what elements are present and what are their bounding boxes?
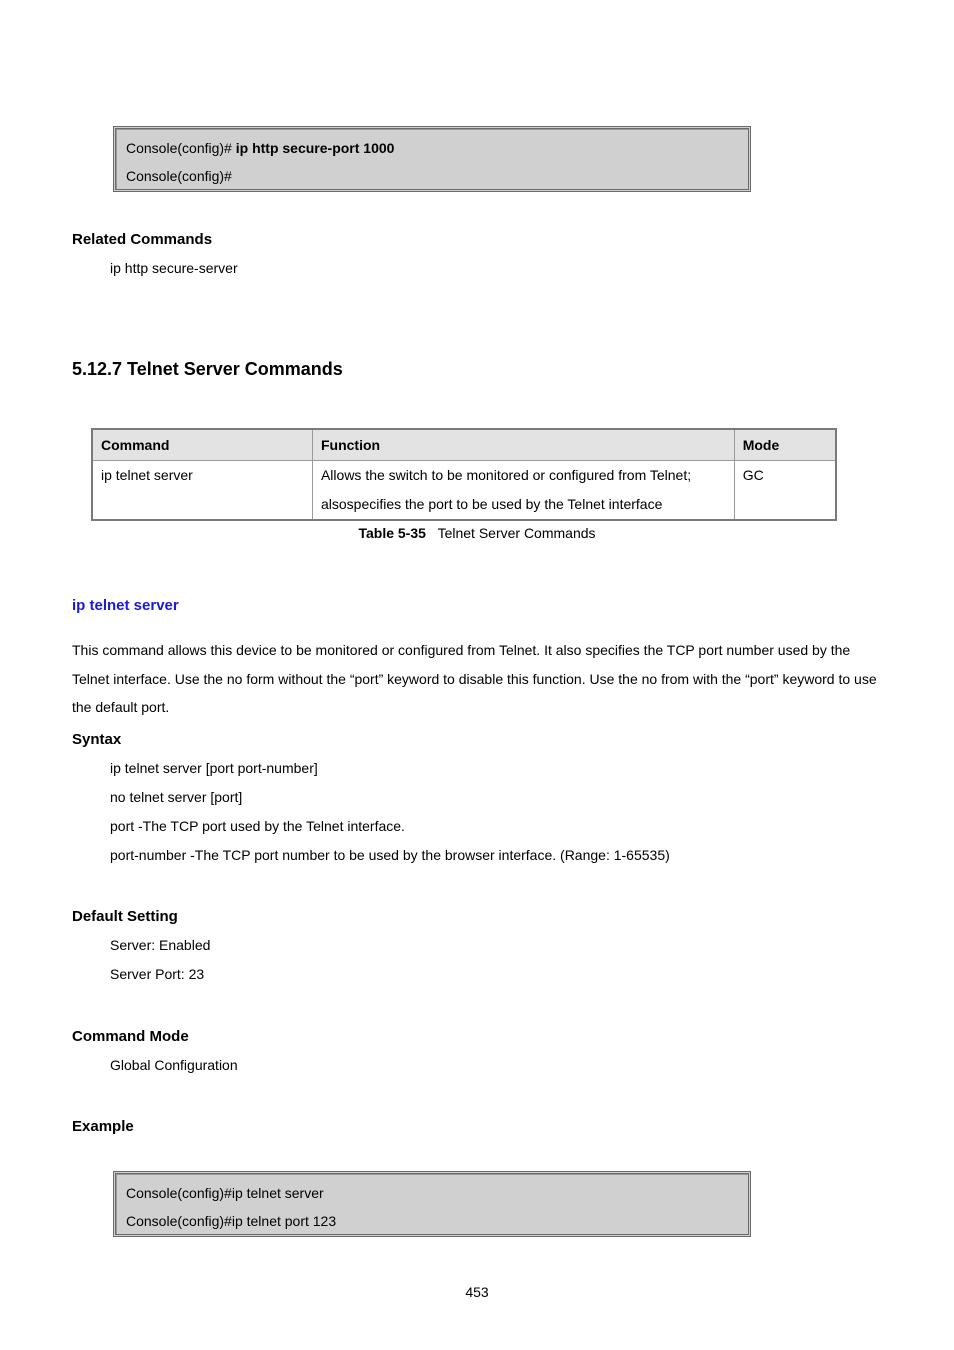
console-line: Console(config)#ip telnet server xyxy=(126,1185,324,1201)
command-heading-link[interactable]: ip telnet server xyxy=(72,597,179,614)
caption-label: Table 5-35 xyxy=(358,525,426,541)
cell-function xyxy=(312,461,734,521)
section-title: 5.12.7 Telnet Server Commands xyxy=(72,359,343,379)
syntax-line: ip telnet server [port port-number] xyxy=(110,760,318,776)
default-setting-heading: Default Setting xyxy=(72,908,178,925)
header-mode: Mode xyxy=(734,429,836,461)
default-line: Server Port: 23 xyxy=(110,966,205,982)
related-command-item: ip http secure-server xyxy=(110,260,238,276)
related-commands-heading: Related Commands xyxy=(72,231,213,248)
function-line: Allows the switch to be monitored or configured from Telnet; xyxy=(320,467,692,483)
syntax-line: port -The TCP port used by the Telnet interface. xyxy=(110,818,405,834)
syntax-line: port-number -The TCP port number to be used by the browser interface. (Range: 1-65535) xyxy=(110,847,670,863)
header-function: Function xyxy=(312,429,734,461)
syntax-heading: Syntax xyxy=(72,731,122,748)
header-command: Command xyxy=(92,429,312,461)
page-number: 453 xyxy=(465,1284,489,1300)
command-description: This command allows this device to be monitored or configured from Telnet. It also specifies the TCP port number used by the Telnet interface. Use the no form without the “port” keyword to disable this function. Use the no from with the “port” keyword to use the default port. xyxy=(72,642,877,715)
telnet-commands-table xyxy=(91,428,837,521)
console-line: Console(config)#ip telnet port 123 xyxy=(126,1213,337,1229)
syntax-line: no telnet server [port] xyxy=(110,789,243,805)
command-mode-value: Global Configuration xyxy=(110,1057,238,1073)
example-heading: Example xyxy=(72,1118,134,1135)
command-mode-heading: Command Mode xyxy=(72,1028,189,1045)
console-command: ip http secure-port 1000 xyxy=(235,140,395,156)
table-caption xyxy=(0,525,954,541)
cell-mode: GC xyxy=(734,461,836,521)
console-prompt: Console(config)# xyxy=(126,140,232,156)
function-line: alsospecifies the port to be used by the Telnet interface xyxy=(320,496,663,512)
default-line: Server: Enabled xyxy=(110,937,211,953)
console-example-bottom xyxy=(113,1171,751,1237)
cell-command: ip telnet server xyxy=(92,461,312,521)
caption-text: Telnet Server Commands xyxy=(437,525,596,541)
console-line xyxy=(126,134,738,162)
table-row xyxy=(92,461,836,521)
console-line: Console(config)# xyxy=(126,168,232,184)
console-example-top xyxy=(113,126,751,192)
table-header-row xyxy=(92,429,836,461)
